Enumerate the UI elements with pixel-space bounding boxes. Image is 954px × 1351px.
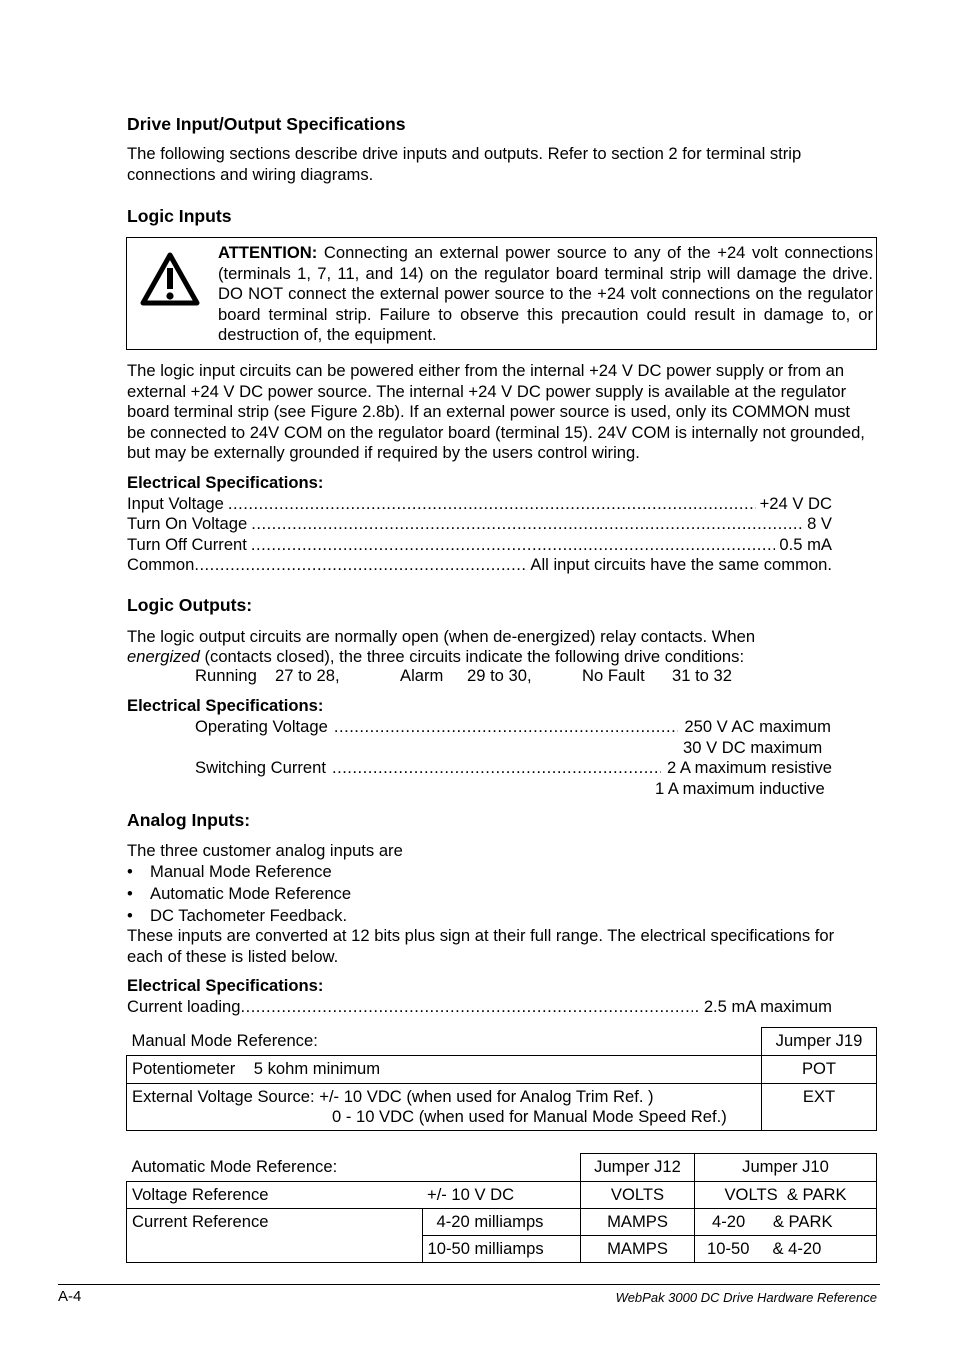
manual-row-desc-line1: External Voltage Source: +/- 10 VDC (when used for Analog Trim Ref. ) xyxy=(132,1087,654,1106)
auto-row-range: 4-20 milliamps xyxy=(422,1209,581,1236)
auto-row-j12: MAMPS xyxy=(581,1236,695,1263)
auto-row-j12: MAMPS xyxy=(581,1209,695,1236)
logic-outputs-line2-rest: (contacts closed), the three circuits indicate the following drive conditions: xyxy=(199,647,745,666)
spec-turn-on-voltage xyxy=(127,514,832,535)
manual-table-header: Manual Mode Reference: xyxy=(127,1028,762,1056)
spec-value: 250 V AC maximum xyxy=(684,717,831,736)
spec-label: Current loading xyxy=(127,997,241,1016)
analog-inputs-spec-heading: Electrical Specifications: xyxy=(127,976,324,995)
auto-row-j10: VOLTS & PARK xyxy=(695,1182,877,1209)
logic-outputs-line2 xyxy=(127,647,744,667)
footer-divider xyxy=(58,1284,880,1285)
spec-switching-current xyxy=(195,758,832,779)
logic-outputs-heading: Logic Outputs: xyxy=(127,595,253,615)
auto-row-j10: 4-20 & PARK xyxy=(695,1209,877,1236)
intro-paragraph: The following sections describe drive inputs and outputs. Refer to section 2 for terminal strip connections and wiring diagrams. xyxy=(127,144,802,184)
logic-outputs-line1: The logic output circuits are normally open (when de-energized) relay contacts. When xyxy=(127,627,756,646)
section-title: Drive Input/Output Specifications xyxy=(127,114,406,134)
spec-label: Input Voltage xyxy=(127,494,224,513)
footer-doc-title: WebPak 3000 DC Drive Hardware Reference xyxy=(615,1290,877,1305)
attention-text xyxy=(218,243,873,346)
logic-inputs-heading: Logic Inputs xyxy=(127,206,232,226)
auto-table-jumper-j12: Jumper J12 xyxy=(581,1154,695,1182)
warning-triangle-icon xyxy=(139,251,201,307)
manual-row-desc xyxy=(127,1084,762,1131)
condition-running-name: Running xyxy=(195,666,257,685)
table-row xyxy=(127,1084,877,1131)
spec-value: 8 V xyxy=(807,514,832,533)
spec-common xyxy=(127,555,832,576)
bullet-dot-icon: • xyxy=(127,906,133,925)
auto-row-j12: VOLTS xyxy=(581,1182,695,1209)
analog-inputs-intro: The three customer analog inputs are xyxy=(127,841,403,860)
manual-mode-table xyxy=(126,1027,877,1131)
spec-label: Switching Current xyxy=(195,758,326,777)
footer-page-number: A-4 xyxy=(58,1288,82,1305)
bullet-text: DC Tachometer Feedback. xyxy=(150,906,348,925)
spec-operating-voltage-value2: 30 V DC maximum xyxy=(683,738,823,757)
auto-row-type: Voltage Reference xyxy=(127,1182,423,1209)
bullet-item xyxy=(127,906,347,926)
logic-inputs-spec-heading: Electrical Specifications: xyxy=(127,473,324,492)
auto-row-j10: 10-50 & 4-20 xyxy=(695,1236,877,1263)
spec-label: Common xyxy=(127,555,195,574)
spec-label: Turn On Voltage xyxy=(127,514,248,533)
spec-current-loading xyxy=(127,997,832,1018)
energized-word: energized xyxy=(127,647,200,666)
spec-switching-current-value2: 1 A maximum inductive xyxy=(655,779,825,798)
manual-row-setting: POT xyxy=(762,1056,877,1084)
table-row xyxy=(127,1182,877,1209)
analog-inputs-heading: Analog Inputs: xyxy=(127,810,251,830)
spec-value: . 2.5 mA maximum xyxy=(694,997,832,1016)
spec-label: Operating Voltage xyxy=(195,717,328,736)
bullet-dot-icon: • xyxy=(127,862,133,881)
manual-row-desc-line2: 0 - 10 VDC (when used for Manual Mode Speed Ref.) xyxy=(332,1107,727,1126)
spec-value: 0.5 mA xyxy=(779,535,832,554)
condition-alarm-terminals: 29 to 30, xyxy=(467,666,532,685)
spec-label: Turn Off Current xyxy=(127,535,247,554)
auto-row-range: +/- 10 V DC xyxy=(422,1182,581,1209)
condition-running-terminals: 27 to 28, xyxy=(275,666,340,685)
bullet-item xyxy=(127,884,351,904)
spec-turn-off-current xyxy=(127,535,832,556)
spec-value: All input circuits have the same common. xyxy=(530,555,832,574)
spec-operating-voltage xyxy=(195,717,831,738)
auto-table-jumper-j10: Jumper J10 xyxy=(695,1154,877,1182)
bullet-dot-icon: • xyxy=(127,884,133,903)
attention-box xyxy=(126,237,877,350)
auto-table-header: Automatic Mode Reference: xyxy=(127,1154,581,1182)
spec-value: 2 A maximum resistive xyxy=(666,758,832,777)
spec-value: +24 V DC xyxy=(759,494,832,513)
automatic-mode-table xyxy=(126,1153,877,1263)
condition-alarm-name: Alarm xyxy=(400,666,444,685)
logic-outputs-spec-heading: Electrical Specifications: xyxy=(127,696,324,715)
bullet-item xyxy=(127,862,332,882)
condition-nofault-name: No Fault xyxy=(582,666,645,685)
spec-input-voltage xyxy=(127,494,832,515)
attention-body: Connecting an external power source to any of the +24 volt connections (terminals 1, 7, 11, and 14) on the regulator board terminal strip will damage the drive. DO NOT connect the external power source to the +24 volt connections on the regulator board terminal strip. Failure to observe this precaution could result in damage to, or destruction of, the equipment. xyxy=(218,243,873,344)
manual-table-jumper: Jumper J19 xyxy=(762,1028,877,1056)
auto-row-range: 10-50 milliamps xyxy=(422,1236,581,1263)
table-row xyxy=(127,1056,877,1084)
table-row xyxy=(127,1209,877,1236)
analog-inputs-paragraph: These inputs are converted at 12 bits plus sign at their full range. The electrical specifications for each of these is listed below. xyxy=(127,926,835,966)
condition-nofault-terminals: 31 to 32 xyxy=(672,666,732,685)
manual-row-desc: Potentiometer 5 kohm minimum xyxy=(127,1056,762,1084)
auto-row-type: Current Reference xyxy=(127,1209,423,1263)
bullet-text: Automatic Mode Reference xyxy=(150,884,352,903)
logic-inputs-paragraph: The logic input circuits can be powered either from the internal +24 V DC power supply or from an external +24 V DC power source. The internal +24 V DC power supply is available at the regulator board terminal strip (see Figure 2.8b). If an external power source is used, only its COMMON must be connected to 24V COM on the regulator board (terminal 15). 24V COM is internally not grounded, but may be externally grounded if required by the users control wiring. xyxy=(127,361,865,462)
bullet-text: Manual Mode Reference xyxy=(150,862,332,881)
attention-label: ATTENTION: xyxy=(218,243,318,262)
manual-row-setting: EXT xyxy=(762,1084,877,1131)
